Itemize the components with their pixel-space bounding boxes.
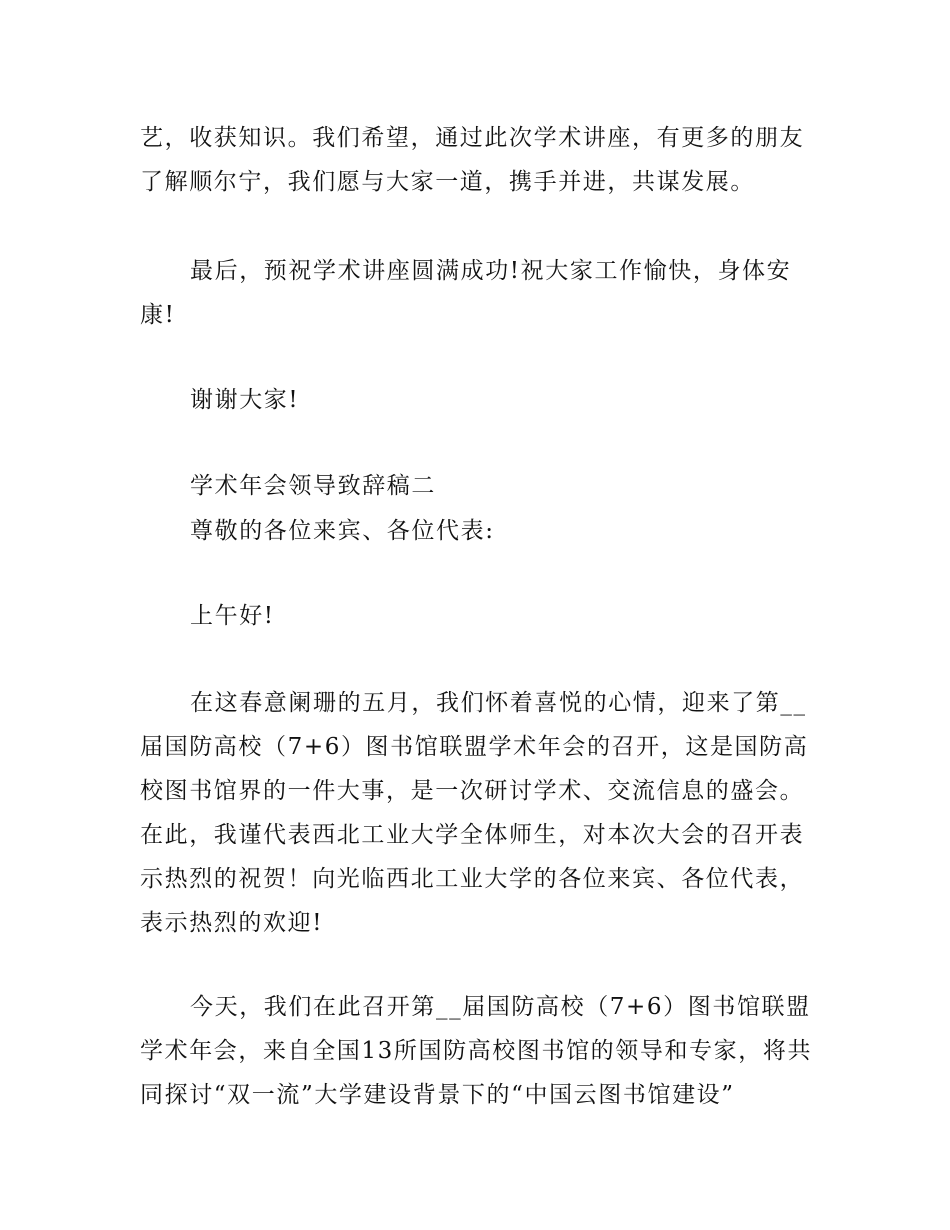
paragraph-thanks: 谢谢大家! xyxy=(190,387,300,413)
paragraph-today: 今天，我们在此召开第__届国防高校（7+6）图书馆联盟学术年会，来自全国13所国防高校图书馆的领导和专家，将共同探讨“双一流”大学建设背景下的“中国云图书馆建设” xyxy=(140,994,813,1108)
paragraph-continuation: 艺，收获知识。我们希望，通过此次学术讲座，有更多的朋友了解顺尔宁，我们愿与大家一道，携手并进，共谋发展。 xyxy=(140,125,805,195)
salutation: 尊敬的各位来宾、各位代表: xyxy=(190,518,495,544)
paragraph-opening: 在这春意阑珊的五月，我们怀着喜悦的心情，迎来了第__届国防高校（7+6）图书馆联盟学术年会的召开，这是国防高校图书馆界的一件大事，是一次研讨学术、交流信息的盛会。在此，我谨代表西北工业大学全体师生，对本次大会的召开表示热烈的祝贺！向光临西北工业大学的各位来宾、各位代表，表示热烈的欢迎! xyxy=(140,690,809,936)
greeting: 上午好! xyxy=(190,603,275,629)
section-heading: 学术年会领导致辞稿二 xyxy=(190,473,436,499)
paragraph-closing-wish: 最后，预祝学术讲座圆满成功!祝大家工作愉快，身体安康! xyxy=(140,258,792,328)
